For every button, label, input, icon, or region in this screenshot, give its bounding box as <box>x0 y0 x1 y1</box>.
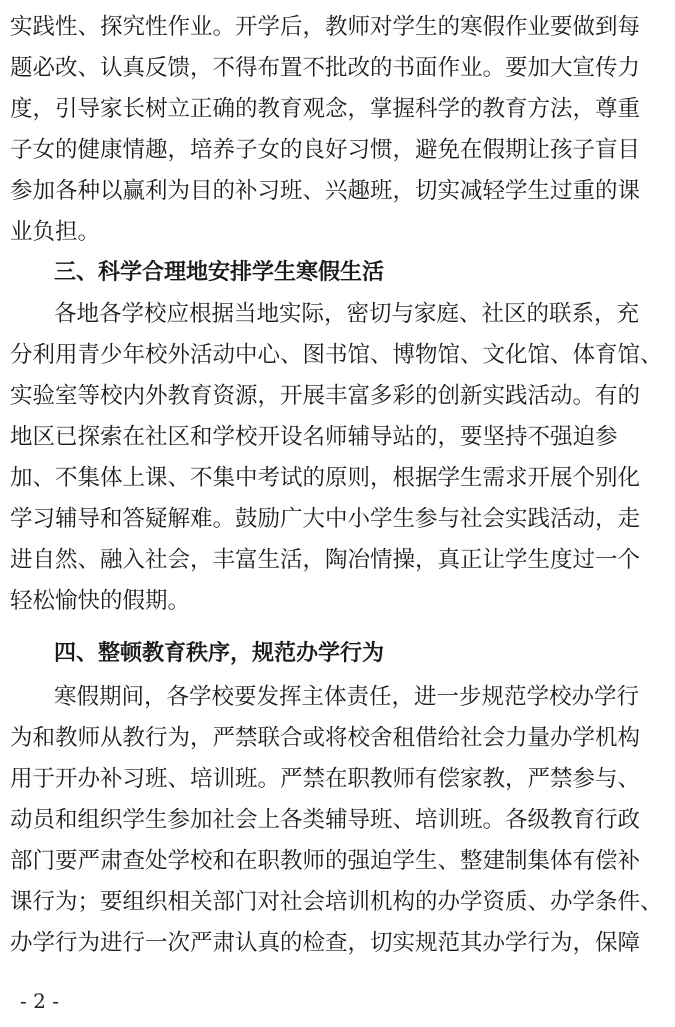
paragraph-line: 度，引导家长树立正确的教育观念，掌握科学的教育方法，尊重 <box>10 96 641 122</box>
paragraph-line: 学习辅导和答疑解难。鼓励广大中小学生参与社会实践活动，走 <box>10 506 641 532</box>
paragraph-line: 实验室等校内外教育资源，开展丰富多彩的创新实践活动。有的 <box>10 383 641 409</box>
paragraph-line: 动员和组织学生参加社会上各类辅导班、培训班。各级教育行政 <box>10 807 641 833</box>
paragraph-line: 课行为；要组织相关部门对社会培训机构的办学资质、办学条件、 <box>10 889 663 915</box>
paragraph-line: 部门要严肃查处学校和在职教师的强迫学生、整建制集体有偿补 <box>10 848 641 874</box>
paragraph-line: 实践性、探究性作业。开学后，教师对学生的寒假作业要做到每 <box>10 14 641 40</box>
paragraph-line: 轻松愉快的假期。 <box>10 588 191 614</box>
section-heading: 三、科学合理地安排学生寒假生活 <box>54 260 385 285</box>
paragraph-line: 各地各学校应根据当地实际，密切与家庭、社区的联系，充 <box>54 301 640 327</box>
paragraph-line: 寒假期间，各学校要发挥主体责任，进一步规范学校办学行 <box>54 684 640 710</box>
paragraph-line: 地区已探索在社区和学校开设名师辅导站的，要坚持不强迫参 <box>10 424 618 450</box>
section-heading: 四、整顿教育秩序，规范办学行为 <box>54 641 385 666</box>
paragraph-line: 加、不集体上课、不集中考试的原则，根据学生需求开展个别化 <box>10 465 641 491</box>
paragraph-line: 进自然、融入社会，丰富生活，陶冶情操，真正让学生度过一个 <box>10 547 641 573</box>
paragraph-line: 分利用青少年校外活动中心、图书馆、博物馆、文化馆、体育馆、 <box>10 342 663 368</box>
paragraph-line: 为和教师从教行为，严禁联合或将校舍租借给社会力量办学机构 <box>10 725 641 751</box>
paragraph-line: 业负担。 <box>10 219 101 245</box>
paragraph-line: 子女的健康情趣，培养子女的良好习惯，避免在假期让孩子盲目 <box>10 137 641 163</box>
paragraph-line: 题必改、认真反馈，不得布置不批改的书面作业。要加大宣传力 <box>10 55 641 81</box>
page-number: - 2 - <box>20 989 59 1013</box>
paragraph-line: 办学行为进行一次严肃认真的检查，切实规范其办学行为，保障 <box>10 930 641 956</box>
paragraph-line: 参加各种以赢利为目的补习班、兴趣班，切实减轻学生过重的课 <box>10 178 641 204</box>
paragraph-line: 用于开办补习班、培训班。严禁在职教师有偿家教，严禁参与、 <box>10 766 641 792</box>
